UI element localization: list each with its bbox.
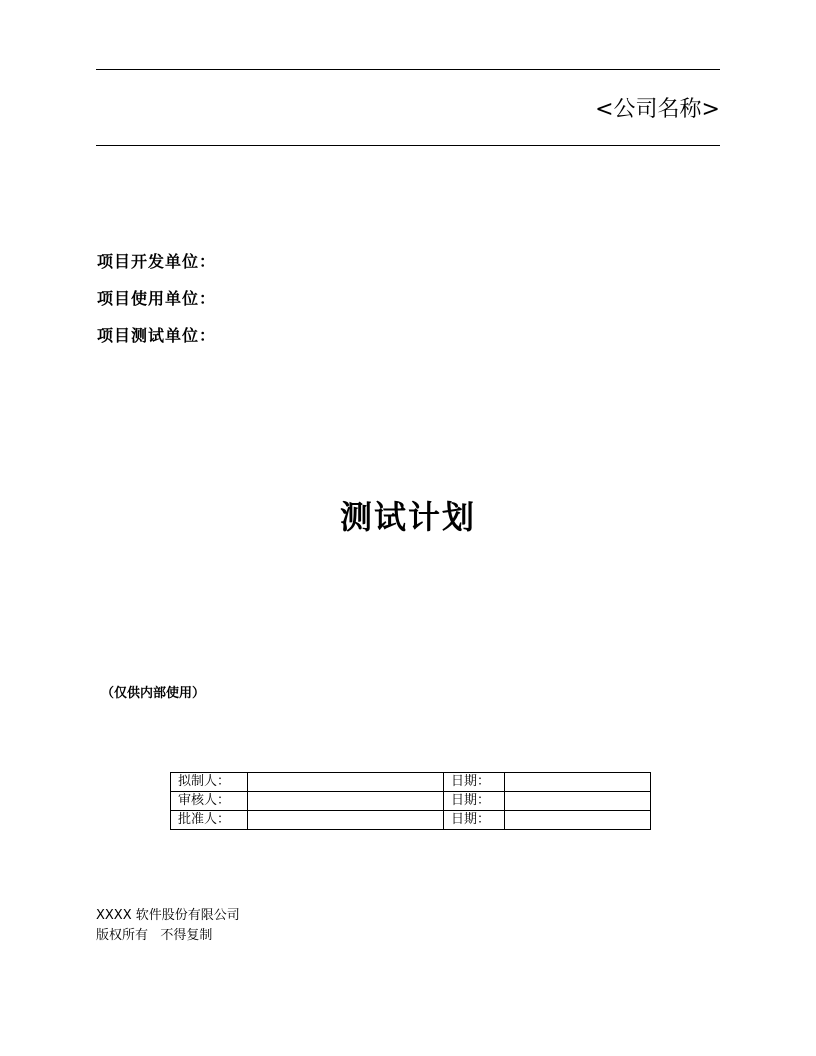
signoff-table (170, 772, 651, 830)
header-bottom-rule (96, 145, 720, 146)
table-row (171, 792, 651, 811)
drafter-label: 拟制人： (171, 773, 248, 792)
date-field[interactable] (505, 811, 651, 830)
company-name: <公司名称> (595, 97, 720, 122)
approver-label: 批准人： (171, 811, 248, 830)
user-unit-label: 项目使用单位： (97, 289, 217, 308)
footer (96, 906, 240, 946)
table-row (171, 773, 651, 792)
date-label: 日期： (444, 773, 505, 792)
top-rule (96, 69, 720, 70)
drafter-field[interactable] (248, 773, 444, 792)
footer-copyright: 版权所有 不得复制 (96, 928, 213, 943)
date-label: 日期： (444, 811, 505, 830)
footer-company: XXXX 软件股份有限公司 (96, 908, 240, 923)
project-units (97, 250, 216, 361)
document-title: 测试计划 (339, 498, 476, 536)
reviewer-label: 审核人： (171, 792, 248, 811)
table-row (171, 811, 651, 830)
date-field[interactable] (505, 792, 651, 811)
approver-field[interactable] (248, 811, 444, 830)
date-field[interactable] (505, 773, 651, 792)
internal-use-note: （仅供内部使用） (101, 686, 206, 701)
reviewer-field[interactable] (248, 792, 444, 811)
date-label: 日期： (444, 792, 505, 811)
test-unit-label: 项目测试单位： (97, 326, 217, 345)
dev-unit-label: 项目开发单位： (97, 252, 217, 271)
